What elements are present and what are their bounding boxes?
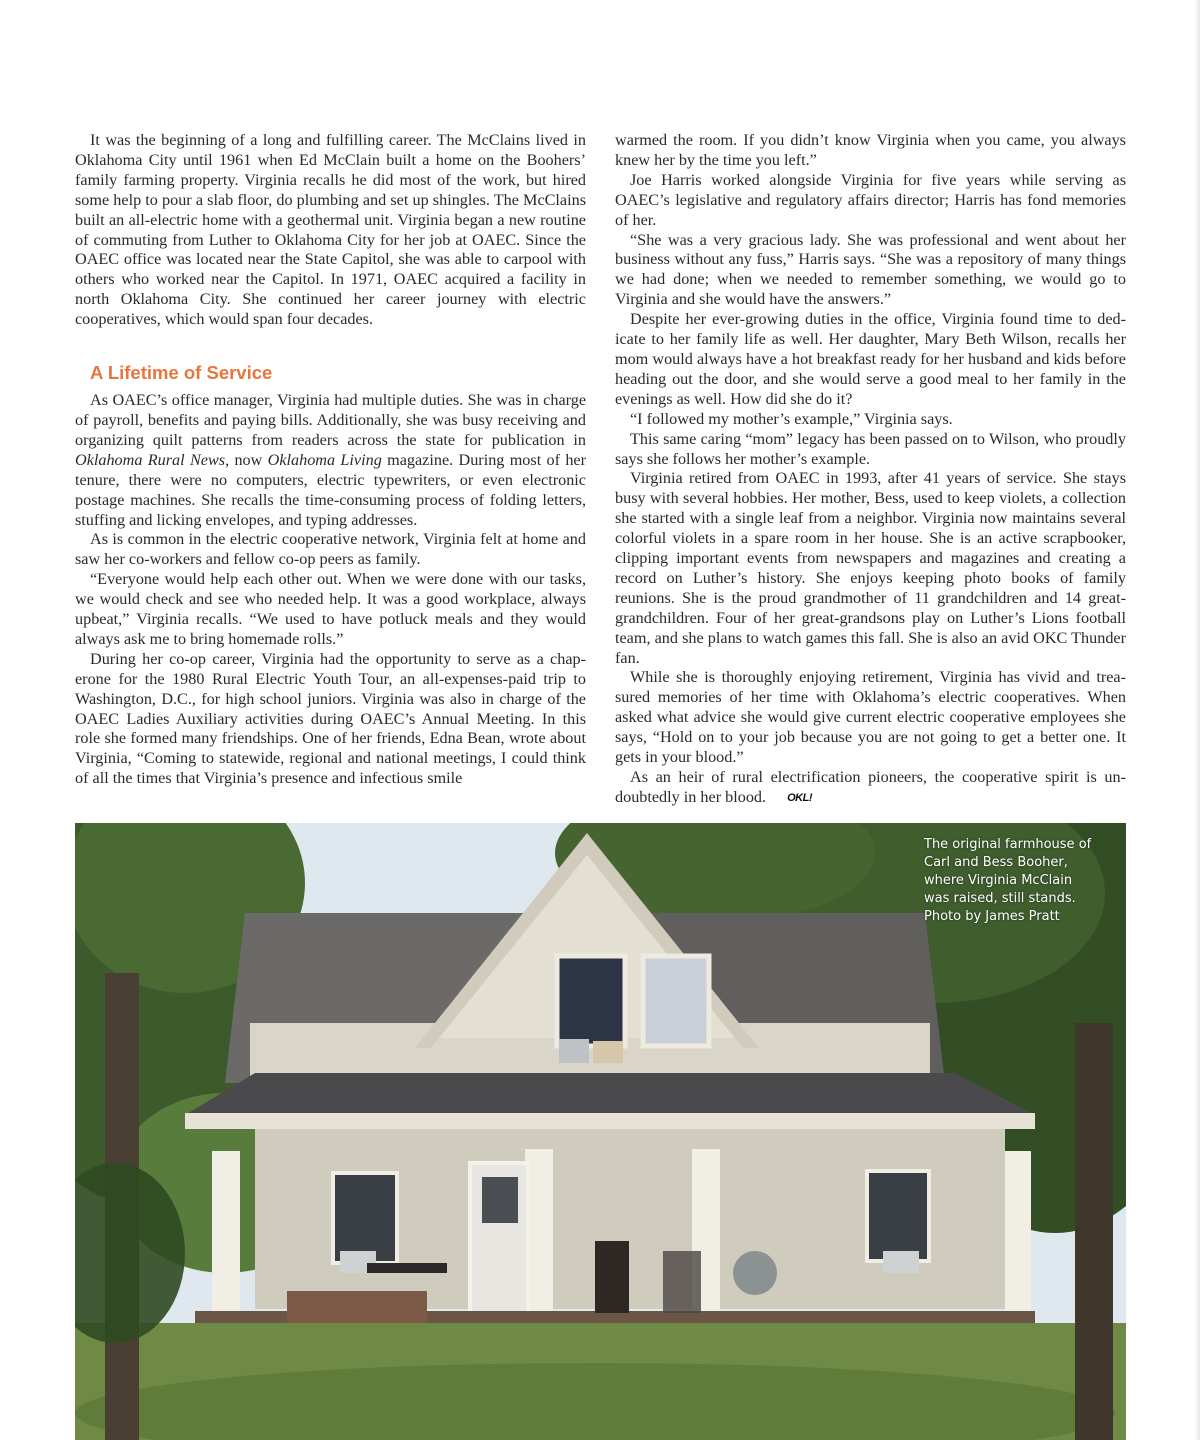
magazine-title: Oklahoma Rural News bbox=[75, 450, 226, 469]
left-text-column bbox=[75, 131, 586, 789]
paragraph: As is common in the electric cooperative network, Virginia felt at home and saw her co-workers and fellow co-op peers as family. bbox=[75, 530, 586, 569]
caption-line: Carl and Bess Booher, bbox=[924, 855, 1068, 870]
okl-end-mark-logo: OKL! bbox=[787, 791, 812, 804]
paragraph: While she is thoroughly enjoying retirement, Virginia has vivid and treasured memories of her time with Oklahoma’s electric cooperatives. When asked what advice she would give current electric cooperative employees she says, “Hold on to your job because you are not going to get a better one. It gets in your blood.” bbox=[615, 668, 1126, 767]
paragraph: Virginia retired from OAEC in 1993, after 41 years of service. She stays busy with several hobbies. Her mother, Bess, used to keep violets, a collection she started with a single leaf from a neighbor. Virginia now maintains several colorful violets in a spare room in her house. She is an active scrapbooker, clipping important events from newspapers and magazines and creating a record on Luther’s history. She enjoys keeping photo books of family reunions. She is the proud grandmother of 11 grandchildren and 14 great-grandchildren. Four of her great-grandsons play on Luther’s Lions football team, and she plans to watch games this fall. She is also an avid OKC Thunder fan. bbox=[615, 469, 1126, 667]
paragraph: As an heir of rural electrification pioneers, the cooperative spirit is undoubtedly in her blood. OKL! bbox=[615, 768, 1126, 809]
magazine-title: Oklahoma Living bbox=[267, 450, 382, 469]
caption-line: The original farmhouse of bbox=[924, 837, 1092, 852]
paragraph: “I followed my mother’s example,” Virginia says. bbox=[630, 409, 953, 428]
paragraph: During her co-op career, Virginia had the opportunity to serve as a chaperone for the 1980 Rural Electric Youth Tour, an all-expenses-paid trip to Washington, D.C., for high school juniors. Virginia was also in charge of the OAEC Ladies Auxiliary activities during OAEC’s Annual Meeting. In this role she formed many friendships. One of her friends, Edna Bean, wrote about Virginia, “Coming to statewide, regional and national meetings, I could think of all the times that Virginia’s presence and infectious smile bbox=[75, 649, 586, 788]
paragraph: warmed the room. If you didn’t know Virginia when you came, you always knew her by the time you left.” bbox=[615, 131, 1126, 169]
section-heading: A Lifetime of Service bbox=[90, 362, 273, 384]
paragraph: This same caring “mom” legacy has been passed on to Wilson, who proudly says she follows her mother’s example. bbox=[615, 429, 1126, 468]
paragraph: As OAEC’s office manager, Virginia had multiple duties. She was in charge of payroll, benefits and paying bills. Additionally, she was busy receiving and organizing quilt patterns from readers across the state for publication in Oklahoma Rural News, now Oklahoma Living magazine. During most of her tenure, there were no computers, electric typewriters, or even electronic postage machines. She recalls the time-consuming process of folding letters, stuffing and licking envelopes, and typing addresses. bbox=[75, 391, 587, 529]
caption-line: Photo by James Pratt bbox=[924, 909, 1060, 924]
right-text-column bbox=[615, 131, 1126, 809]
paragraph: It was the beginning of a long and fulfilling career. The McClains lived in Oklahoma City until 1961 when Ed McClain built a home on the Boohers’ family farming property. Virginia recalls he did most of the work, but hired some help to pour a slab floor, do plumbing and set up shingles. The McClains built an all-electric home with a geothermal unit. Virginia began a new routine of commuting from Luther to Oklahoma City for her job at OAEC. Since the OAEC office was located near the State Capitol, she was able to carpool with others who worked near the Capitol. In 1971, OAEC acquired a facility in north Oklahoma City. She continued her career journey with electric cooperatives, which would span four decades. bbox=[75, 131, 586, 329]
paragraph: Despite her ever-growing duties in the office, Virginia found time to dedicate to her family life as well. Her daughter, Mary Beth Wilson, recalls her mom would always have a hot breakfast ready for her husband and kids before heading out the door, and she would serve a good meal to her family in the evenings as well. How did she do it? bbox=[615, 310, 1126, 408]
paragraph: “Everyone would help each other out. When we were done with our tasks, we would check and see who needed help. It was a good workplace, always upbeat,” Virginia recalls. “We used to have potluck meals and they would always ask me to bring homemade rolls.” bbox=[75, 570, 586, 648]
caption-line: was raised, still stands. bbox=[924, 891, 1076, 906]
photo-caption bbox=[924, 836, 1124, 926]
paragraph: Joe Harris worked alongside Virginia for five years while serving as OAEC’s legislative and regulatory affairs director; Harris has fond memories of her. bbox=[615, 170, 1126, 229]
caption-line: where Virginia McClain bbox=[924, 873, 1073, 888]
paragraph: “She was a very gracious lady. She was professional and went about her business without any fuss,” Harris says. “She was a repository of many things we had done; when we needed to remember something, we would go to Virginia and she would have the answers.” bbox=[615, 230, 1126, 309]
page-edge-shadow bbox=[1194, 0, 1200, 1440]
